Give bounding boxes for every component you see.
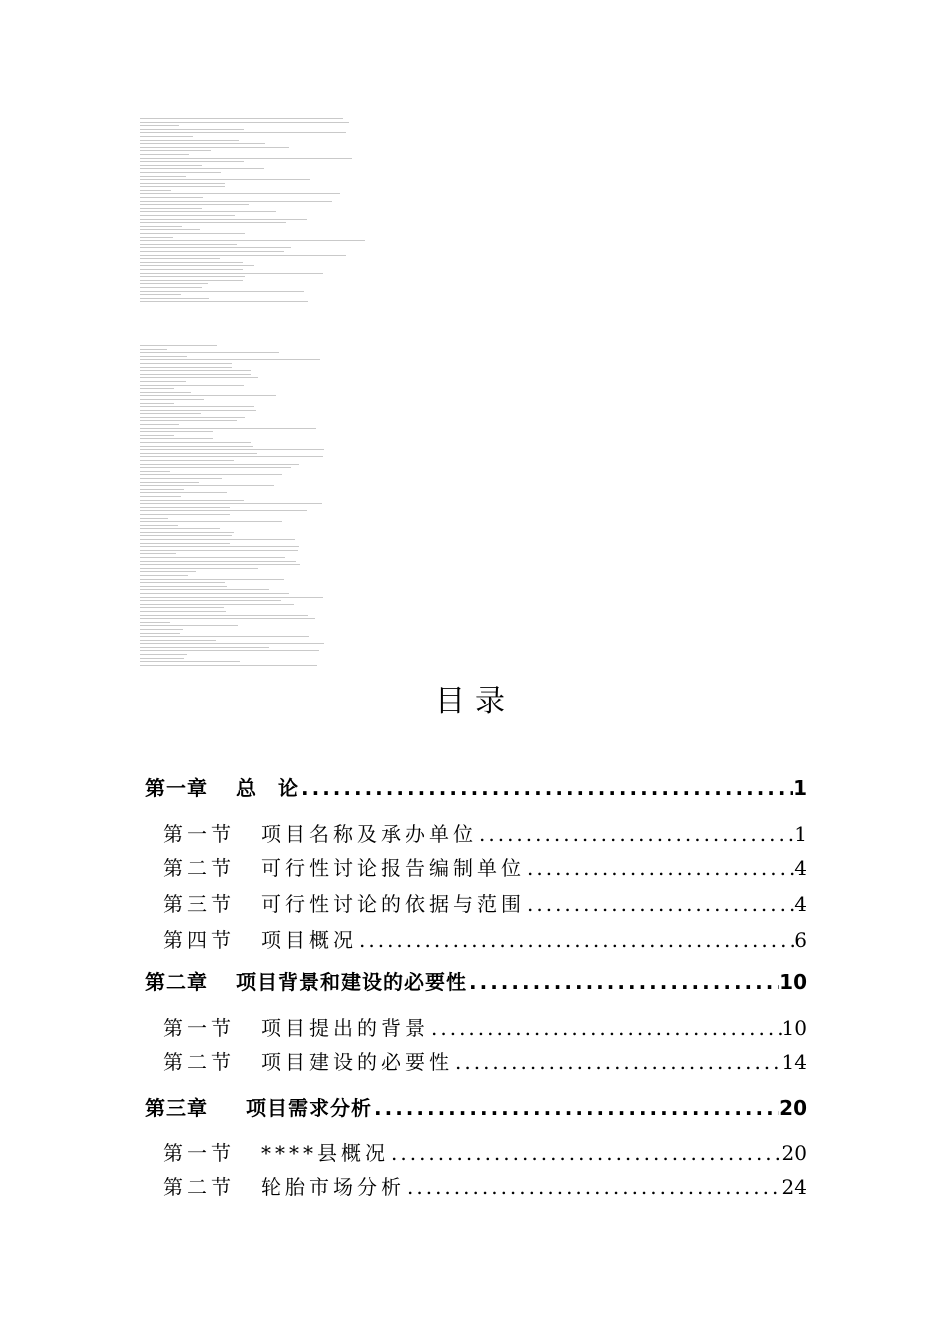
faint-text-line	[140, 154, 189, 155]
faint-text-line	[140, 643, 324, 644]
faint-text-line	[140, 629, 183, 630]
faint-text-line	[140, 374, 251, 375]
faint-text-line	[140, 136, 193, 137]
faint-text-line	[140, 625, 238, 626]
faint-text-line	[140, 385, 244, 386]
toc-section-2-2[interactable]	[163, 1046, 807, 1075]
faint-text-line	[140, 399, 204, 400]
faint-text-line	[140, 622, 170, 623]
toc-chapter-title: 项目背景和建设的必要性	[236, 970, 467, 994]
faint-text-line	[140, 546, 299, 547]
toc-section-label: 第一节	[163, 822, 235, 846]
toc-chapter-2[interactable]	[145, 966, 807, 995]
faint-text-line	[140, 352, 279, 353]
faint-text-line	[140, 597, 323, 598]
toc-chapter-label: 第一章	[145, 776, 208, 800]
faint-text-line	[140, 500, 244, 501]
toc-chapter-3[interactable]	[145, 1092, 807, 1121]
faint-text-line	[140, 489, 184, 490]
faint-text-line	[140, 244, 237, 245]
faint-text-line	[140, 208, 202, 209]
faint-text-line	[140, 618, 315, 619]
faint-text-line	[140, 564, 300, 565]
toc-section-label: 第二节	[163, 1050, 235, 1074]
toc-section-1-4[interactable]	[163, 924, 807, 953]
faint-text-line	[140, 237, 173, 238]
faint-text-line	[140, 593, 289, 594]
faint-text-line	[140, 219, 307, 220]
faint-text-line	[140, 453, 257, 454]
faint-text-line	[140, 471, 170, 472]
faint-text-line	[140, 413, 201, 414]
faint-text-line	[140, 215, 235, 216]
faint-text-line	[140, 165, 202, 166]
faint-text-line	[140, 186, 225, 187]
toc-page-number: 20	[781, 1141, 807, 1165]
faint-text-line	[140, 226, 182, 227]
toc-leader-dots	[389, 1141, 782, 1165]
faint-text-line	[140, 349, 167, 350]
faint-text-line	[140, 211, 276, 212]
faint-text-line	[140, 460, 234, 461]
toc-chapter-title: 总 论	[236, 776, 299, 800]
faint-text-line	[140, 147, 289, 148]
toc-title: 目录	[435, 684, 515, 719]
toc-section-title: 项目建设的必要性	[261, 1050, 453, 1074]
toc-page-number: 6	[794, 928, 807, 952]
toc-section-title: ****县概况	[261, 1141, 389, 1165]
faint-text-line	[140, 255, 346, 256]
toc-page-number: 10	[779, 970, 807, 994]
faint-text-line	[140, 467, 291, 468]
faint-text-line	[140, 291, 304, 292]
toc-chapter-1[interactable]	[145, 772, 807, 801]
toc-leader-dots	[405, 1175, 782, 1199]
faint-text-line	[140, 521, 282, 522]
faint-text-line	[140, 201, 332, 202]
faint-text-line	[140, 428, 316, 429]
toc-section-label: 第二节	[163, 1175, 235, 1199]
faint-text-line	[140, 345, 217, 346]
faint-text-line	[140, 665, 317, 666]
toc-leader-dots	[477, 822, 794, 846]
toc-leader-dots	[429, 1016, 782, 1040]
faint-text-line	[140, 571, 196, 572]
faint-text-line	[140, 518, 168, 519]
faint-text-line	[140, 478, 222, 479]
faint-text-line	[140, 561, 296, 562]
faint-text-line	[140, 403, 174, 404]
faint-text-line	[140, 172, 221, 173]
faint-text-line	[140, 589, 269, 590]
faint-text-line	[140, 158, 352, 159]
faint-text-line	[140, 482, 199, 483]
faint-text-line	[140, 118, 343, 119]
faint-text-line	[140, 449, 324, 450]
toc-leader-dots	[372, 1096, 779, 1120]
faint-text-line	[140, 381, 186, 382]
toc-section-title: 项目名称及承办单位	[261, 822, 477, 846]
faint-text-line	[140, 658, 184, 659]
faint-text-line	[140, 650, 319, 651]
faint-text-line	[140, 143, 265, 144]
toc-section-label: 第三节	[163, 892, 235, 916]
faint-text-line	[140, 301, 308, 302]
faint-text-line	[140, 176, 186, 177]
faint-text-line	[140, 539, 295, 540]
faint-text-line	[140, 492, 227, 493]
faint-text-line	[140, 528, 220, 529]
faint-text-line	[140, 640, 216, 641]
toc-section-1-2[interactable]	[163, 852, 807, 881]
faint-text-line	[140, 525, 178, 526]
faint-text-line	[140, 367, 232, 368]
faint-text-line	[140, 661, 240, 662]
faint-text-line	[140, 514, 230, 515]
faint-text-line	[140, 222, 286, 223]
toc-leader-dots	[299, 776, 793, 800]
faint-text-line	[140, 359, 320, 360]
toc-leader-dots	[453, 1050, 782, 1074]
toc-leader-dots	[467, 970, 779, 994]
faint-text-line	[140, 269, 243, 270]
faint-text-line	[140, 464, 299, 465]
faint-text-line	[140, 190, 171, 191]
toc-page-number: 1	[794, 822, 807, 846]
toc-chapter-label: 第二章	[145, 970, 208, 994]
toc-chapter-title: 项目需求分析	[246, 1096, 372, 1120]
toc-page-number: 4	[794, 892, 807, 916]
faint-text-line	[140, 388, 174, 389]
faint-text-line	[140, 265, 254, 266]
faint-text-line	[140, 438, 213, 439]
faint-text-line	[140, 420, 237, 421]
faint-text-line	[140, 604, 294, 605]
faint-text-line	[140, 294, 181, 295]
faint-text-line	[140, 586, 227, 587]
faint-text-line	[140, 179, 310, 180]
faint-text-line	[140, 204, 249, 205]
faint-text-line	[140, 262, 243, 263]
toc-section-label: 第二节	[163, 856, 235, 880]
faint-text-line	[140, 510, 307, 511]
toc-section-label: 第一节	[163, 1016, 235, 1040]
toc-leader-dots	[357, 928, 794, 952]
toc-page-number: 1	[793, 776, 807, 800]
faint-text-line	[140, 276, 245, 277]
faint-text-line	[140, 240, 365, 241]
toc-page-number: 10	[781, 1016, 807, 1040]
faint-text-line	[140, 377, 258, 378]
toc-page-number: 14	[781, 1050, 807, 1074]
faint-text-line	[140, 532, 234, 533]
toc-section-title: 项目概况	[261, 928, 357, 952]
faint-text-line	[140, 582, 225, 583]
faint-text-line	[140, 283, 208, 284]
faint-text-line	[140, 132, 346, 133]
toc-section-3-2[interactable]	[163, 1171, 807, 1200]
faint-text-line	[140, 607, 224, 608]
toc-page-number: 4	[794, 856, 807, 880]
faint-text-line	[140, 233, 245, 234]
toc-page-number: 20	[779, 1096, 807, 1120]
faint-text-line	[140, 356, 187, 357]
faint-text-line	[140, 122, 349, 123]
faint-text-line	[140, 363, 232, 364]
faint-text-line	[140, 258, 220, 259]
faint-text-line	[140, 456, 323, 457]
faint-text-line	[140, 125, 179, 126]
faint-text-line	[140, 557, 285, 558]
faint-text-line	[140, 611, 226, 612]
faint-text-line	[140, 129, 244, 130]
faint-text-line	[140, 395, 276, 396]
faint-text-line	[140, 550, 298, 551]
faint-text-line	[140, 298, 209, 299]
faint-text-line	[140, 633, 180, 634]
faint-text-line	[140, 654, 187, 655]
faint-text-line	[140, 553, 176, 554]
faint-text-line	[140, 150, 211, 151]
faint-text-line	[140, 392, 191, 393]
faint-text-line	[140, 568, 258, 569]
faint-text-line	[140, 543, 230, 544]
faint-text-line	[140, 446, 253, 447]
faint-text-line	[140, 575, 188, 576]
faint-text-line	[140, 485, 274, 486]
toc-leader-dots	[525, 892, 794, 916]
toc-section-title: 轮胎市场分析	[261, 1175, 405, 1199]
faint-text-line	[140, 442, 251, 443]
faint-text-line	[140, 247, 291, 248]
faint-text-line	[140, 507, 230, 508]
faint-text-line	[140, 251, 284, 252]
faint-text-line	[140, 496, 181, 497]
faint-text-line	[140, 406, 254, 407]
faint-text-line	[140, 636, 309, 637]
toc-section-title: 可行性讨论的依据与范围	[261, 892, 525, 916]
toc-section-label: 第一节	[163, 1141, 235, 1165]
faint-text-line	[140, 168, 264, 169]
faint-text-line	[140, 431, 213, 432]
faint-text-line	[140, 647, 269, 648]
toc-section-3-1[interactable]	[163, 1137, 807, 1166]
toc-section-1-3[interactable]	[163, 888, 807, 917]
faint-text-line	[140, 600, 281, 601]
toc-section-label: 第四节	[163, 928, 235, 952]
faint-text-line	[140, 535, 232, 536]
toc-section-1-1[interactable]	[163, 818, 807, 847]
toc-page-number: 24	[781, 1175, 807, 1199]
toc-leader-dots	[525, 856, 794, 880]
faint-text-line	[140, 229, 200, 230]
faint-text-line	[140, 193, 340, 194]
faint-text-line	[140, 183, 225, 184]
faint-text-line	[140, 410, 256, 411]
toc-chapter-label: 第三章	[145, 1096, 208, 1120]
faint-text-line	[140, 287, 202, 288]
faint-text-line	[140, 280, 243, 281]
toc-section-2-1[interactable]	[163, 1012, 807, 1041]
faint-text-block-bottom	[140, 345, 380, 668]
faint-text-line	[140, 273, 323, 274]
faint-text-line	[140, 370, 251, 371]
faint-text-line	[140, 161, 244, 162]
toc-section-title: 项目提出的背景	[261, 1016, 429, 1040]
faint-text-line	[140, 140, 239, 141]
faint-text-line	[140, 615, 308, 616]
faint-text-line	[140, 197, 203, 198]
toc-section-title: 可行性讨论报告编制单位	[261, 856, 525, 880]
faint-text-line	[140, 417, 245, 418]
faint-text-line	[140, 424, 179, 425]
faint-text-line	[140, 579, 284, 580]
faint-text-line	[140, 474, 282, 475]
faint-text-line	[140, 503, 322, 504]
faint-text-block-top	[140, 118, 380, 305]
faint-text-line	[140, 435, 174, 436]
